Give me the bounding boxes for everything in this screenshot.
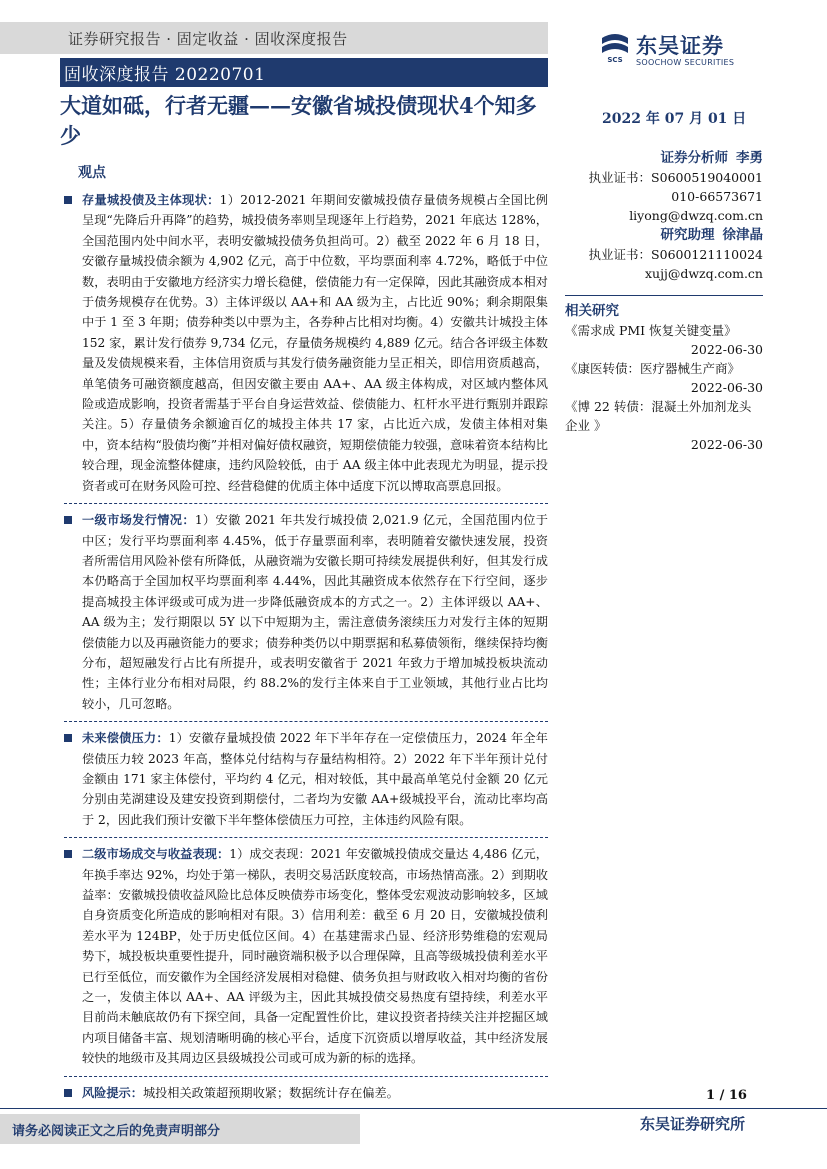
- logo-mark-text: SCS: [607, 56, 623, 64]
- section-heading: 风险提示：: [82, 1085, 143, 1100]
- related-item-date: 2022-06-30: [690, 437, 763, 452]
- report-title: 大道如砥，行者无疆——安徽省城投债现状4个知多少: [60, 93, 537, 148]
- section-heading: 一级市场发行情况：: [82, 513, 195, 528]
- viewpoint-heading: 观点: [78, 165, 106, 181]
- related-item[interactable]: [565, 397, 763, 454]
- section-text: 1）成交表现：2021 年安徽城投债成交量达 4,486 亿元，年换手率达 92%，均处于第一梯队，表明交易活跃度较高，市场热情高涨。2）到期收益率：安徽城投债收益风险比总体反映债券市场变化，整体受宏观波动影响较多，区域自身资质变化所造成的影响相对有限。3）信用利差：截至 6 月 20 日，安徽城投债利差水平为 124BP，处于历史低位区间。4）在基建需求凸显、经济形势维稳的宏观局势下，城投板块重要性提升，同时融资端积极予以合理保障，且高等级城投债利差水平已行至低位，而安徽作为全国经济发展相对稳健、债务负担与财政收入相对均衡的省份之一，发债主体以 AA+、AA 评级为主，因此其城投债交易热度有望持续，利差水平目前尚未触底故仍有下探空间，具备一定配置性价比，建议投资者持续关注并挖掘区域内项目储备丰富、规划清晰明确的核心平台，适度下沉资质以增厚收益，其中经济发展较快的地级市及其周边区县级城投公司或可成为新的标的选择。: [82, 847, 548, 1066]
- assistant-role: 研究助理: [660, 227, 715, 243]
- report-category: 证券研究报告 · 固定收益 · 固收深度报告: [68, 30, 348, 48]
- assistant-email[interactable]: xujj@dwzq.com.cn: [644, 266, 763, 281]
- section-risk-warning: [64, 1083, 548, 1103]
- related-item-title: 《需求成 PMI 恢复关键变量》: [565, 323, 737, 338]
- related-item-title: 《康医转债：医疗器械生产商》: [565, 361, 741, 376]
- institute-name: 东吴证券研究所: [640, 1115, 746, 1133]
- analyst-role: 证券分析师: [660, 150, 729, 166]
- disclaimer-text: 请务必阅读正文之后的免责声明部分: [12, 1124, 221, 1139]
- section-heading: 存量城投债及主体现状：: [82, 193, 220, 207]
- logo-english-name: SOOCHOW SECURITIES: [636, 58, 735, 67]
- assistant-name: 徐津晶: [722, 227, 763, 243]
- analyst-heading: [565, 148, 763, 168]
- square-bullet-icon: [64, 1089, 72, 1097]
- related-item-date: 2022-06-30: [690, 342, 763, 357]
- company-logo: [598, 30, 768, 70]
- related-item[interactable]: [565, 321, 763, 359]
- related-research-heading: 相关研究: [565, 295, 763, 321]
- section-repayment-pressure: [64, 728, 548, 830]
- section-text: 城投相关政策超预期收紧；数据统计存在偏差。: [142, 1085, 399, 1100]
- section-divider: [64, 837, 548, 838]
- section-heading: 未来偿债压力：: [82, 731, 169, 746]
- section-divider: [64, 721, 548, 722]
- section-divider: [64, 1076, 548, 1077]
- report-type-label: 固收深度报告 20220701: [64, 65, 266, 85]
- square-bullet-icon: [64, 734, 72, 742]
- sidebar: [565, 148, 763, 454]
- footer-divider: [0, 1108, 827, 1109]
- related-item[interactable]: [565, 359, 763, 397]
- analyst-email[interactable]: liyong@dwzq.com.cn: [629, 208, 763, 223]
- square-bullet-icon: [64, 196, 72, 204]
- section-divider: [64, 503, 548, 504]
- analyst-phone: 010-66573671: [671, 189, 763, 204]
- section-text: 1）安徽 2021 年共发行城投债 2,021.9 亿元，全国范围内位于中区；发行平均票面利率 4.45%，低于存量票面利率，表明随着安徽快速发展，投资者所需信用风险补偿有所降低，从融资端为安徽长期可持续发展提供利好，但其发行成本仍略高于全国加权平均票面利率 4.44%，因此其融资成本依然存在下行空间，逐步提高城投主体评级或可成为进一步降低融资成本的方式之一。2）主体评级以 AA+、AA 级为主；发行期限以 5Y 以下中短期为主，需注意债务滚续压力对发行主体的短期偿债能力以及再融资能力的要求；债券种类仍以中期票据和私募债领衔，继续保持均衡分布，超短融发行占比有所提升，或表明安徽省于 2021 年致力于增加城投板块流动性；主体行业分布相对局限，约 88.2%的发行主体来自于工业领域，其他行业占比均较小，几可忽略。: [82, 513, 548, 711]
- square-bullet-icon: [64, 516, 72, 524]
- report-date: 2022 年 07 月 01 日: [602, 111, 747, 127]
- analyst-name: 李勇: [736, 150, 763, 166]
- assistant-heading: [565, 225, 763, 245]
- section-text: 1）安徽存量城投债 2022 年下半年存在一定偿债压力，2024 年全年偿债压力较 2023 年高，整体兑付结构与存量结构相符。2）2022 年下半年预计兑付金额由 171 家主体偿付，平均约 4 亿元，相对较低，其中最高单笔兑付金额 20 亿元分别由芜湖建设及建安投资到期偿付，二者均为安徽 AA+级城投平台，流动比率均高于 2，因此我们预计安徽下半年整体偿债压力可控，主体违约风险有限。: [82, 731, 548, 827]
- square-bullet-icon: [64, 850, 72, 858]
- section-existing-debt: [64, 190, 548, 496]
- logo-mark-icon: [598, 30, 632, 64]
- section-secondary-market: [64, 844, 548, 1068]
- page-number: 1 / 16: [706, 1088, 747, 1103]
- analyst-cert: 执业证书：S0600519040001: [588, 170, 763, 185]
- section-text: 1）2012-2021 年期间安徽城投债存量债务规模占全国比例呈现“先降后升再降”的趋势，城投债务率则呈现逐年上行趋势，2021 年底达 128%，全国范围内处中间水平，表明安徽城投债务负担尚可。2）截至 2022 年 6 月 18 日，安徽存量城投债余额为 4,902 亿元，高于中位数，平均票面利率 4.72%，略低于中位数，表明由于安徽地方经济实力增长稳健，偿债能力有一定保障，因此其融资成本相对于债务规模存在优势。3）主体评级以 AA+和 AA 级为主，占比近 90%；剩余期限集中于 1 至 3 年期；债券种类以中票为主，各券种占比相对均衡。4）安徽共计城投主体 152 家，累计发行债券 9,734 亿元，存量债务规模约 4,889 亿元。结合各评级主体数量及发债规模来看，主体信用资质与其发行债务融资能力呈正相关，即信用资质越高，单笔债务可融资额度越高，但因安徽主要由 AA+、AA 级主体构成，对区域内整体风险或造成影响，投资者需基于平台自身运营效益、偿债能力、杠杆水平进行甄别并跟踪关注。5）存量债务余额逾百亿的城投主体共 17 家，占比近六成，发债主体相对集中，资本结构“股债均衡”并相对偏好债权融资，短期偿债能力较强，意味着资本结构比较合理，现金流整体健康，违约风险较低，由于 AA 级主体中此表现尤为明显，提示投资者或可在财务风险可控、经营稳健的优质主体中适度下沉以博取高票息回报。: [82, 193, 548, 493]
- logo-chinese-name: 东吴证券: [636, 34, 724, 58]
- related-item-title: 《博 22 转债：混凝土外加剂龙头企业 》: [565, 399, 752, 433]
- related-item-date: 2022-06-30: [690, 380, 763, 395]
- section-heading: 二级市场成交与收益表现：: [82, 847, 230, 862]
- main-content: [64, 190, 548, 1103]
- assistant-cert: 执业证书：S0600121110024: [588, 247, 763, 262]
- section-primary-market: [64, 510, 548, 714]
